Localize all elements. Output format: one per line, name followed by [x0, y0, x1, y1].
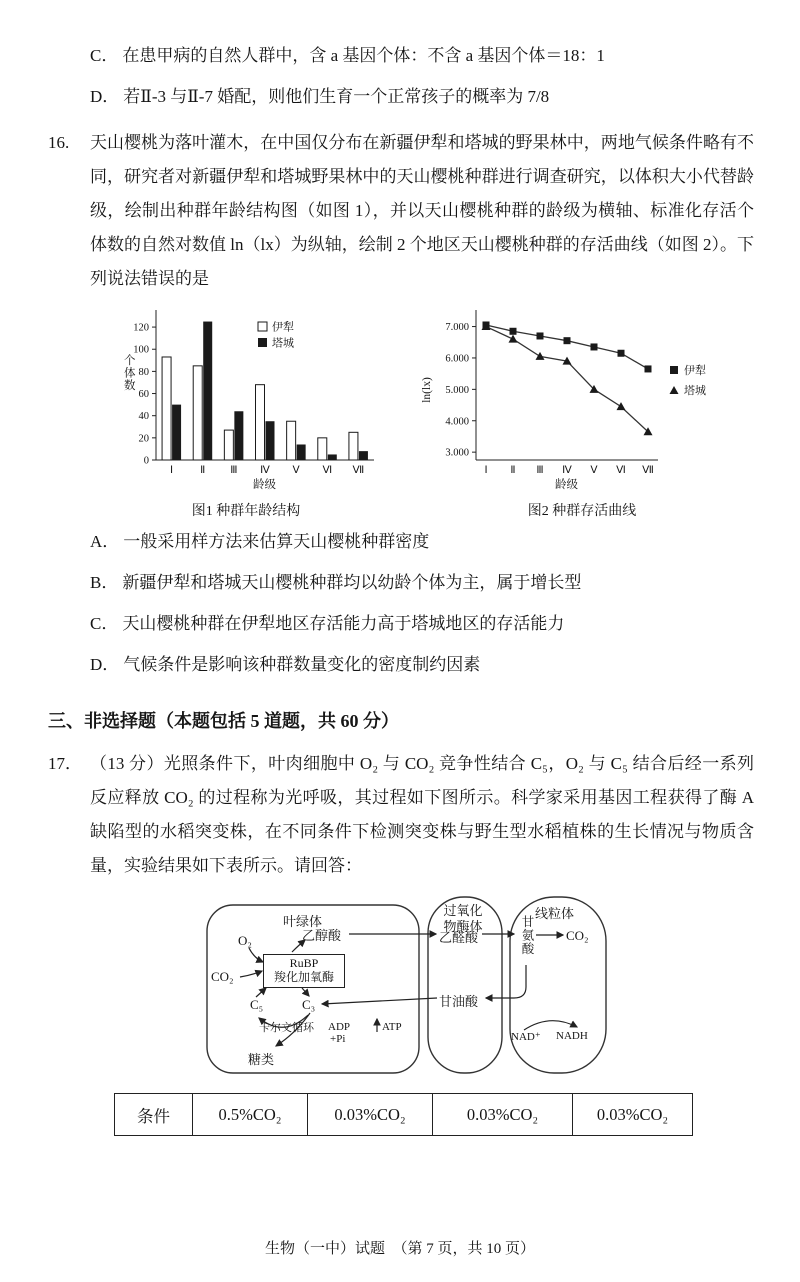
- svg-text:0: 0: [143, 455, 149, 467]
- glycolate-label: 乙醇酸: [302, 928, 342, 943]
- c3-label: C₃: [302, 997, 316, 1012]
- svg-text:Ⅶ: Ⅶ: [352, 465, 365, 476]
- figure-2-caption: 图2 种群存活曲线: [527, 504, 637, 519]
- experiment-condition-table: [114, 1093, 693, 1136]
- q16-option-a: [90, 530, 754, 554]
- age-structure-bar-chart: [106, 302, 386, 494]
- carboxylase-oxygenase-label: 羧化加氧酶: [273, 969, 334, 984]
- q16-option-c: [90, 612, 754, 636]
- photorespiration-diagram: [152, 891, 622, 1087]
- option-label: C．: [90, 46, 119, 65]
- question-16: [48, 126, 754, 296]
- q16-option-d: [90, 653, 754, 677]
- table-row-header: 条件: [115, 1094, 193, 1136]
- question-stem: （13 分）光照条件下，叶肉细胞中 O₂ 与 CO₂ 竞争性结合 C₅，O₂ 与 C₅ 结合后经一系列反应释放 CO₂ 的过程称为光呼吸，其过程如下图所示。科学家采用基因工程获得了酶 A 缺陷型的水稻突变株，在不同条件下检测突变株与野生型水稻植株的生长情况与物质含量，实验结果如下表所示。请回答：: [90, 754, 754, 875]
- svg-text:伊犁: 伊犁: [272, 321, 294, 334]
- option-label: D．: [90, 655, 120, 674]
- svg-text:Ⅲ: Ⅲ: [230, 465, 238, 476]
- table-cell: 0.5%CO₂: [193, 1094, 308, 1136]
- svg-text:Ⅰ: Ⅰ: [170, 465, 174, 476]
- svg-text:Ⅶ: Ⅶ: [642, 465, 654, 476]
- pi-label: +Pi: [330, 1033, 346, 1045]
- svg-text:60: 60: [138, 389, 149, 401]
- survival-curve-line-chart: [412, 302, 752, 494]
- svg-text:100: 100: [133, 344, 149, 356]
- table-cell: 0.03%CO₂: [433, 1094, 573, 1136]
- peroxisome-label: 过氧化物酶体: [443, 903, 483, 934]
- page-footer: 生物（一中）试题 （第 7 页，共 10 页）: [264, 1241, 535, 1257]
- figure-2-block: [412, 302, 752, 520]
- section-3-header: 三、非选择题（本题包括 5 道题，共 60 分）: [48, 711, 399, 731]
- svg-text:6.000: 6.000: [445, 353, 469, 365]
- arrow-o2-to-enzyme: [249, 948, 263, 962]
- rubp-enzyme-box: [263, 954, 345, 988]
- option-text: 在患甲病的自然人群中，含 a 基因个体：不含 a 基因个体＝18：1: [122, 46, 605, 65]
- option-text: 若Ⅱ-3 与Ⅱ-7 婚配，则他们生育一个正常孩子的概率为 7/8: [123, 87, 550, 106]
- svg-text:个体数: 个体数: [124, 355, 136, 392]
- svg-text:Ⅵ: Ⅵ: [616, 465, 626, 476]
- atp-label: ATP: [382, 1021, 402, 1033]
- arrow-co2-to-enzyme: [240, 971, 262, 977]
- option-text: 气候条件是影响该种群数量变化的密度制约因素: [123, 655, 481, 674]
- figures-row: [106, 302, 754, 520]
- svg-text:ln(lx): ln(lx): [421, 377, 433, 403]
- o2-label: O₂: [238, 933, 252, 948]
- q16-options: [48, 530, 754, 677]
- nad-label: NAD⁺: [511, 1031, 541, 1043]
- arrow-enzyme-to-c3: [302, 988, 309, 996]
- option-text: 天山樱桃种群在伊犁地区存活能力高于塔城地区的存活能力: [122, 614, 565, 633]
- svg-text:40: 40: [138, 411, 149, 423]
- glycerate-label: 甘油酸: [439, 994, 479, 1009]
- rubp-label: RuBP: [289, 956, 319, 970]
- arrow-mito-to-glycerate: [486, 965, 526, 998]
- co2-left-label: CO₂: [211, 969, 234, 984]
- glyoxylate-label: 乙醛酸: [439, 930, 479, 945]
- svg-text:伊犁: 伊犁: [684, 365, 706, 377]
- table-cell: 0.03%CO₂: [308, 1094, 433, 1136]
- svg-text:7.000: 7.000: [445, 322, 469, 334]
- svg-text:塔城: 塔城: [272, 337, 294, 350]
- option-label: C．: [90, 614, 119, 633]
- svg-text:5.000: 5.000: [445, 384, 469, 396]
- chloroplast-label: 叶绿体: [283, 914, 323, 929]
- calvin-cycle-label: 卡尔文循环: [259, 1022, 314, 1034]
- option-text: 一般采用样方法来估算天山樱桃种群密度: [123, 532, 430, 551]
- svg-text:Ⅳ: Ⅳ: [260, 465, 270, 476]
- mitochondrion-label: 线粒体: [535, 906, 575, 921]
- q15-option-c: [90, 44, 754, 68]
- option-label: B．: [90, 573, 119, 592]
- svg-text:龄级: 龄级: [253, 479, 276, 491]
- option-label: A．: [90, 532, 120, 551]
- question-17: [48, 747, 754, 883]
- svg-text:Ⅲ: Ⅲ: [536, 465, 544, 476]
- co2-right-label: CO₂: [566, 928, 589, 943]
- svg-text:Ⅳ: Ⅳ: [562, 465, 572, 476]
- svg-text:Ⅱ: Ⅱ: [200, 465, 206, 476]
- question-stem: 天山樱桃为落叶灌木，在中国仅分布在新疆伊犁和塔城的野果林中，两地气候条件略有不同，研究者对新疆伊犁和塔城野果林中的天山樱桃种群进行调查研究，以体积大小代替龄级，绘制出种群年龄结构图（如图 1），并以天山樱桃种群的龄级为横轴、标准化存活个体数的自然对数值 ln（lx）为纵轴，绘制 2 个地区天山樱桃种群的存活曲线（如图 2）。下列说法错误的是: [90, 133, 754, 288]
- arrow-nad-to-nadh: [524, 1021, 577, 1030]
- svg-text:塔城: 塔城: [684, 385, 706, 397]
- svg-text:Ⅴ: Ⅴ: [292, 465, 300, 476]
- question-number: 16.: [48, 133, 70, 152]
- svg-text:80: 80: [138, 366, 149, 378]
- arrow-c5-to-enzyme: [256, 988, 266, 997]
- svg-text:3.000: 3.000: [445, 447, 469, 459]
- c5-label: C₅: [250, 997, 264, 1012]
- svg-text:Ⅴ: Ⅴ: [590, 465, 598, 476]
- figure-1-block: [106, 302, 386, 520]
- table-row: [115, 1094, 693, 1136]
- svg-text:Ⅰ: Ⅰ: [484, 465, 488, 476]
- svg-text:Ⅵ: Ⅵ: [322, 465, 333, 476]
- adp-label: ADP: [328, 1021, 351, 1033]
- glycine-label: 甘氨酸: [520, 915, 534, 956]
- svg-text:龄级: 龄级: [555, 479, 578, 491]
- sugar-label: 糖类: [248, 1052, 275, 1067]
- svg-text:4.000: 4.000: [445, 416, 469, 428]
- option-text: 新疆伊犁和塔城天山樱桃种群均以幼龄个体为主，属于增长型: [122, 573, 582, 592]
- q16-option-b: [90, 571, 754, 595]
- table-cell: 0.03%CO₂: [573, 1094, 693, 1136]
- nadh-label: NADH: [556, 1030, 588, 1042]
- svg-text:20: 20: [138, 433, 149, 445]
- figure-1-caption: 图1 种群年龄结构: [191, 504, 301, 519]
- option-label: D．: [90, 87, 120, 106]
- q15-option-d: [90, 85, 754, 109]
- svg-text:120: 120: [133, 322, 149, 334]
- question-number: 17．: [48, 754, 82, 773]
- arrow-glycerate-to-c3: [322, 998, 437, 1004]
- svg-text:Ⅱ: Ⅱ: [510, 465, 516, 476]
